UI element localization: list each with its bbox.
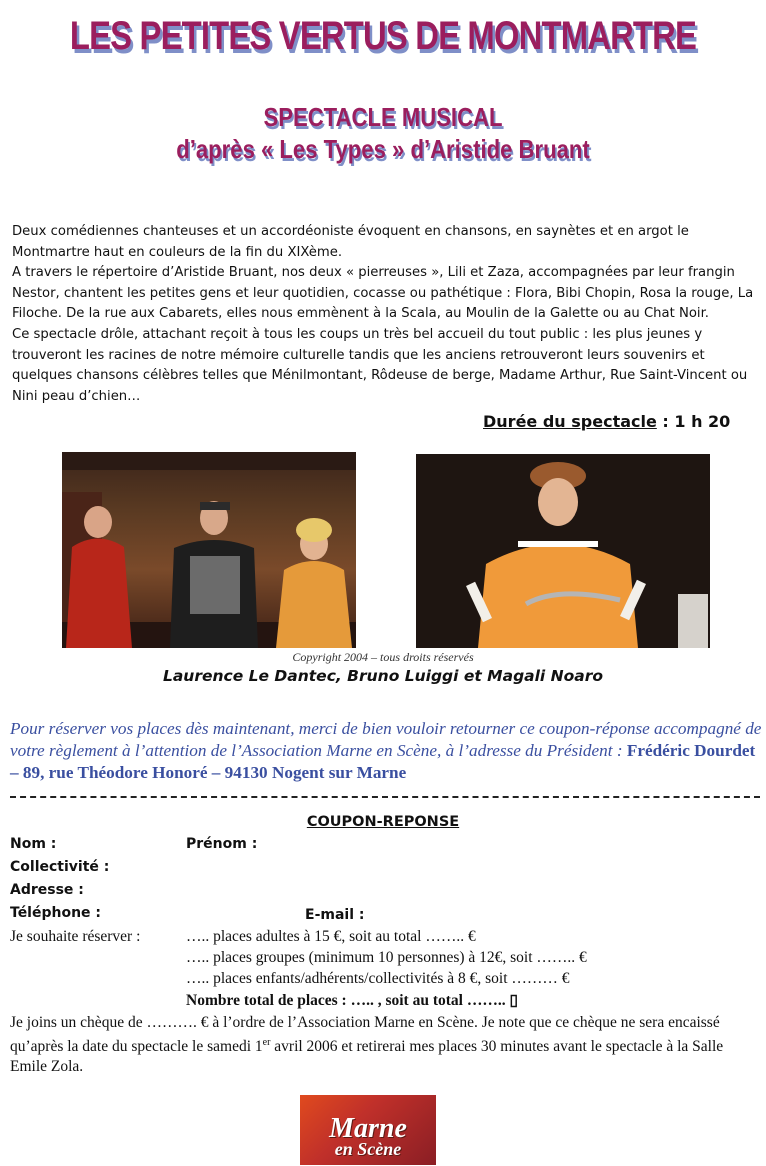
stage-photo-trio-illustration xyxy=(62,452,356,648)
duration-value: : 1 h 20 xyxy=(662,412,731,431)
telephone-label: Téléphone : xyxy=(10,905,102,921)
total-places-line: Nombre total de places : ….. , soit au total …….. ▯ xyxy=(186,992,518,1009)
intro-paragraph-3: Ce spectacle drôle, attachant reçoit à tous les coups un très bel accueil du tout public : les plus jeunes y trouveront les racines de notre mémoire culturelle tandis que les anciens retrouveront leurs souvenirs et quelques chansons célèbres telles que Ménilmontant, Rôdeuse de berge, Madame Arthur, Rue Saint-Vincent ou Nini peau d’chien… xyxy=(12,326,748,404)
duration-label: Durée du spectacle xyxy=(483,412,657,431)
group-places-line: ….. places groupes (minimum 10 personnes) à 12€, soit …….. € xyxy=(186,949,587,966)
intro-paragraph-2: A travers le répertoire d’Aristide Bruant, nos deux « pierreuses », Lili et Zaza, accompagnées par leur frangin Nestor, chantent les petites gens et leur quotidien, cocasse ou pathétique : Flora, Bibi Chopin, Rosa la rouge, La Filoche. De la rue aux Cabarets, elles nous emmènent à la Scala, au Moulin de la Galette ou au Chat Noir. xyxy=(12,265,754,322)
stage-photo-singer-illustration xyxy=(416,454,710,648)
adresse-label: Adresse : xyxy=(10,882,84,898)
prenom-label: Prénom : xyxy=(186,836,258,852)
nom-label: Nom : xyxy=(10,836,57,852)
logo-text-marne: Marne xyxy=(329,1113,407,1144)
logo-text-en-scene: en Scène xyxy=(334,1139,402,1159)
collectivite-label: Collectivité : xyxy=(10,859,110,875)
child-places-line: ….. places enfants/adhérents/collectivités à 8 €, soit ……… € xyxy=(186,970,570,987)
reservation-text xyxy=(10,718,762,784)
photo-copyright: Copyright 2004 – tous droits réservés xyxy=(292,650,474,664)
reserve-label: Je souhaite réserver : xyxy=(10,928,141,945)
cheque-text xyxy=(10,1013,762,1077)
intro-paragraph-1: Deux comédiennes chanteuses et un accordéoniste évoquent en chansons, en saynètes et en argot le Montmartre haut en couleurs de la fin du XIXème. xyxy=(12,224,689,260)
cast-names: Laurence Le Dantec, Bruno Luiggi et Magali Noaro xyxy=(162,667,604,685)
stage-photo-singer xyxy=(416,454,710,648)
reservation-instructions: Pour réserver vos places dès maintenant, merci de bien vouloir retourner ce coupon-réponse accompagné de votre règlement à l’attention de l’Association Marne en Scène, à l’adresse du Président : xyxy=(10,719,762,760)
email-label: E-mail : xyxy=(305,907,365,923)
duration xyxy=(483,412,730,431)
cheque-text-b: avril 2006 et retirerai mes places 30 minutes avant le spectacle à la Salle Emile Zola. xyxy=(10,1038,724,1076)
cheque-text-a: Je joins un chèque de ………. € à l’ordre de l’Association Marne en Scène. Je note que ce chèque ne sera encaissé qu’après la date du spectacle le samedi 1 xyxy=(10,1014,720,1056)
cut-line xyxy=(10,796,760,798)
adult-places-line: ….. places adultes à 15 €, soit au total …….. € xyxy=(186,928,476,945)
page-title: LES PETITES VERTUS DE MONTMARTRE xyxy=(69,14,697,58)
stage-photo-trio xyxy=(62,452,356,648)
cheque-sup: er xyxy=(262,1037,271,1048)
intro-text xyxy=(12,222,762,407)
marne-en-scene-logo xyxy=(300,1095,436,1165)
president-address: Frédéric Dourdet – 89, rue Théodore Honoré – 94130 Nogent sur Marne xyxy=(10,741,756,782)
subtitle-spectacle: SPECTACLE MUSICAL xyxy=(263,102,503,132)
subtitle-apres: d’après « Les Types » d’Aristide Bruant xyxy=(176,134,590,164)
coupon-title: COUPON-REPONSE xyxy=(306,814,460,830)
